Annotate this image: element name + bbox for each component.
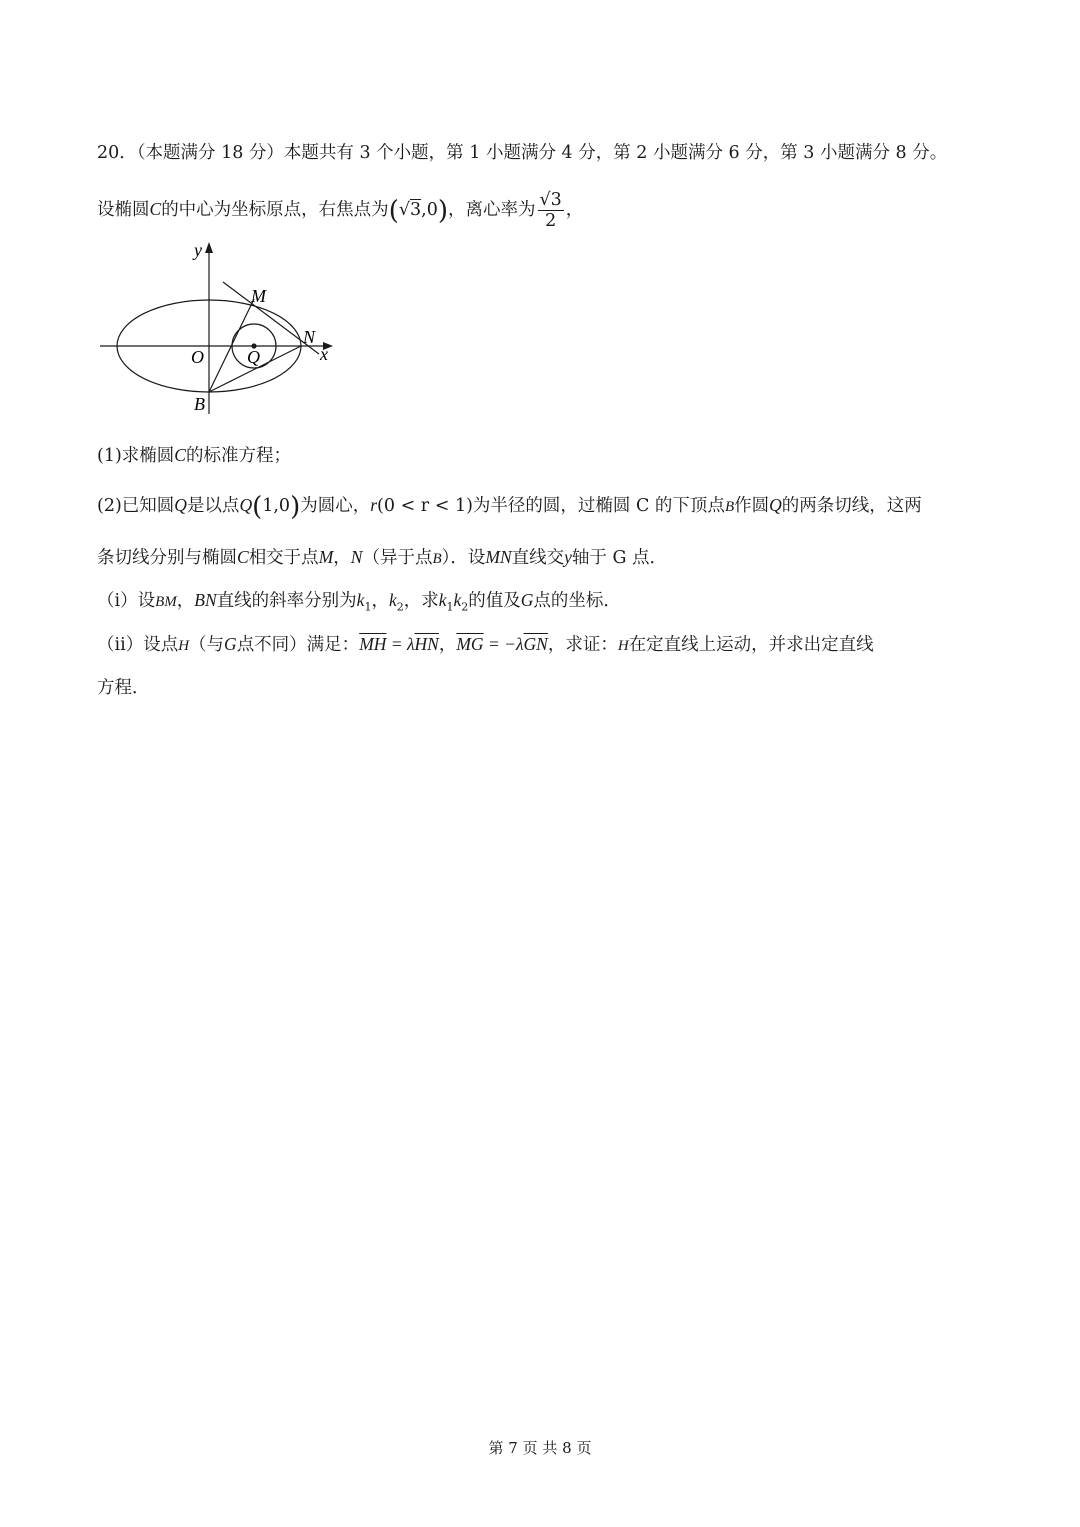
sqrt-sign: √ [398,200,410,220]
sub-i-text: （i）设 [97,591,156,611]
symbol-MN: MN [485,547,512,567]
label-M: M [251,286,266,306]
ecc-denominator: 2 [545,211,557,231]
equation-part: = λ [386,634,415,654]
part2-text: 轴于 G 点． [571,548,668,568]
part2-text: 作圆 [734,496,770,516]
label-x: x [320,344,328,364]
symbol-H: H [178,638,190,654]
symbol-M: M [318,547,334,567]
problem-scoring: （本题满分 18 分）本题共有 3 个小题，第 1 小题满分 4 分，第 2 小题满分 6 分，第 3 小题满分 8 分。 [136,143,948,163]
label-y: y [194,240,202,260]
part1-text: (1)求椭圆 [97,446,175,466]
part2-text: 为圆心， [300,496,371,516]
symbol-N: N [350,547,363,567]
subscript: 1 [364,600,372,614]
intro-text: ，离心率为 [448,200,536,220]
eccentricity-fraction [538,190,564,231]
part2-text: 为半径的圆，过椭圆 C 的下顶点 [472,496,725,516]
sub-question-i [97,588,621,620]
vector-GN: $\overline{GN}$ [523,634,548,654]
part2-text: 直线交 [511,548,565,568]
symbol-y: y [564,547,572,567]
vector-MG: $\overline{MG}$ [456,634,484,654]
sub-ii-text: （ii）设点 [97,635,179,655]
ellipse-symbol: C [237,547,249,567]
focus-y: ,0 [421,200,438,220]
label-Q: Q [247,347,260,367]
part2-text: (2)已知圆 [97,496,175,516]
equation-part: = −λ [483,634,524,654]
vector-HN: $\overline{HN}$ [414,634,439,654]
paren-left: ( [252,492,263,522]
sub-question-ii-line-2 [97,676,150,700]
sub-ii-text: （与 [189,635,225,655]
page-footer: 第 7 页 共 8 页 [488,1439,592,1457]
symbol-H: H [617,638,629,654]
y-axis-arrow [205,242,213,253]
symbol-B: B [724,499,735,515]
part-2-line-1 [97,492,922,522]
paren-right: ) [437,196,448,226]
ellipse-symbol: C [149,199,162,219]
symbol-r: r [370,495,378,515]
part2-text: （异于点 [362,548,433,568]
subscript: 2 [461,600,469,614]
problem-intro [97,190,583,231]
problem-number: 20． [97,143,137,163]
sub-ii-text: 方程． [97,678,150,698]
sub-question-ii [97,632,874,658]
intro-text: ， [565,200,584,220]
part2-text: ）．设 [441,548,486,568]
symbol-Q: Q [239,495,253,515]
sub-ii-text: 点不同）满足： [236,635,360,655]
symbol-BN: BN [194,590,217,610]
subscript: 2 [396,600,404,614]
symbol-k2: k [388,590,397,610]
part2-text: 是以点 [186,496,240,516]
symbol-Q: Q [174,495,187,515]
symbol-k1: k [356,590,365,610]
sub-i-text: 直线的斜率分别为 [216,591,357,611]
paren-left: ( [388,196,399,226]
ellipse-symbol: C [174,445,186,465]
paren-right: ) [290,492,301,522]
sub-i-text: ， [176,591,195,611]
part-1 [97,443,291,468]
sub-ii-text: ，求证： [547,635,618,655]
label-N: N [303,327,316,347]
radius-condition: (0 < r < 1) [377,496,473,516]
point-Q-coords: 1,0 [262,496,291,516]
symbol-G: G [520,590,534,610]
problem-header [97,141,947,165]
part-2-line-2 [97,545,667,571]
sub-i-text: ，求 [403,591,439,611]
sub-i-text: ， [371,591,389,611]
symbol-k1: k [438,590,447,610]
symbol-Q: Q [769,495,782,515]
part2-text: 条切线分别与椭圆 [97,548,237,568]
subscript: 1 [446,600,454,614]
part2-text: ， [333,548,351,568]
intro-text: 设椭圆 [97,200,150,220]
part2-text: 相交于点 [248,548,319,568]
symbol-BM: BM [155,594,177,610]
intro-text: 的中心为坐标原点，右焦点为 [161,200,389,220]
sub-i-text: 点的坐标． [533,591,621,611]
sub-ii-text: 在定直线上运动，并求出定直线 [628,635,874,655]
part2-text: 的两条切线，这两 [781,496,922,516]
symbol-k2: k [453,590,462,610]
focus-x: 3 [410,200,422,220]
label-B: B [194,394,205,414]
part1-text: 的标准方程； [185,446,291,466]
sub-i-text: 的值及 [468,591,521,611]
sub-ii-text: ， [438,635,457,655]
ellipse-figure [97,236,347,421]
symbol-B: B [432,551,442,567]
vector-MH: $\overline{MH}$ [359,634,387,654]
label-O: O [191,347,204,367]
ecc-numerator: √3 [539,190,562,210]
symbol-G: G [224,634,237,654]
